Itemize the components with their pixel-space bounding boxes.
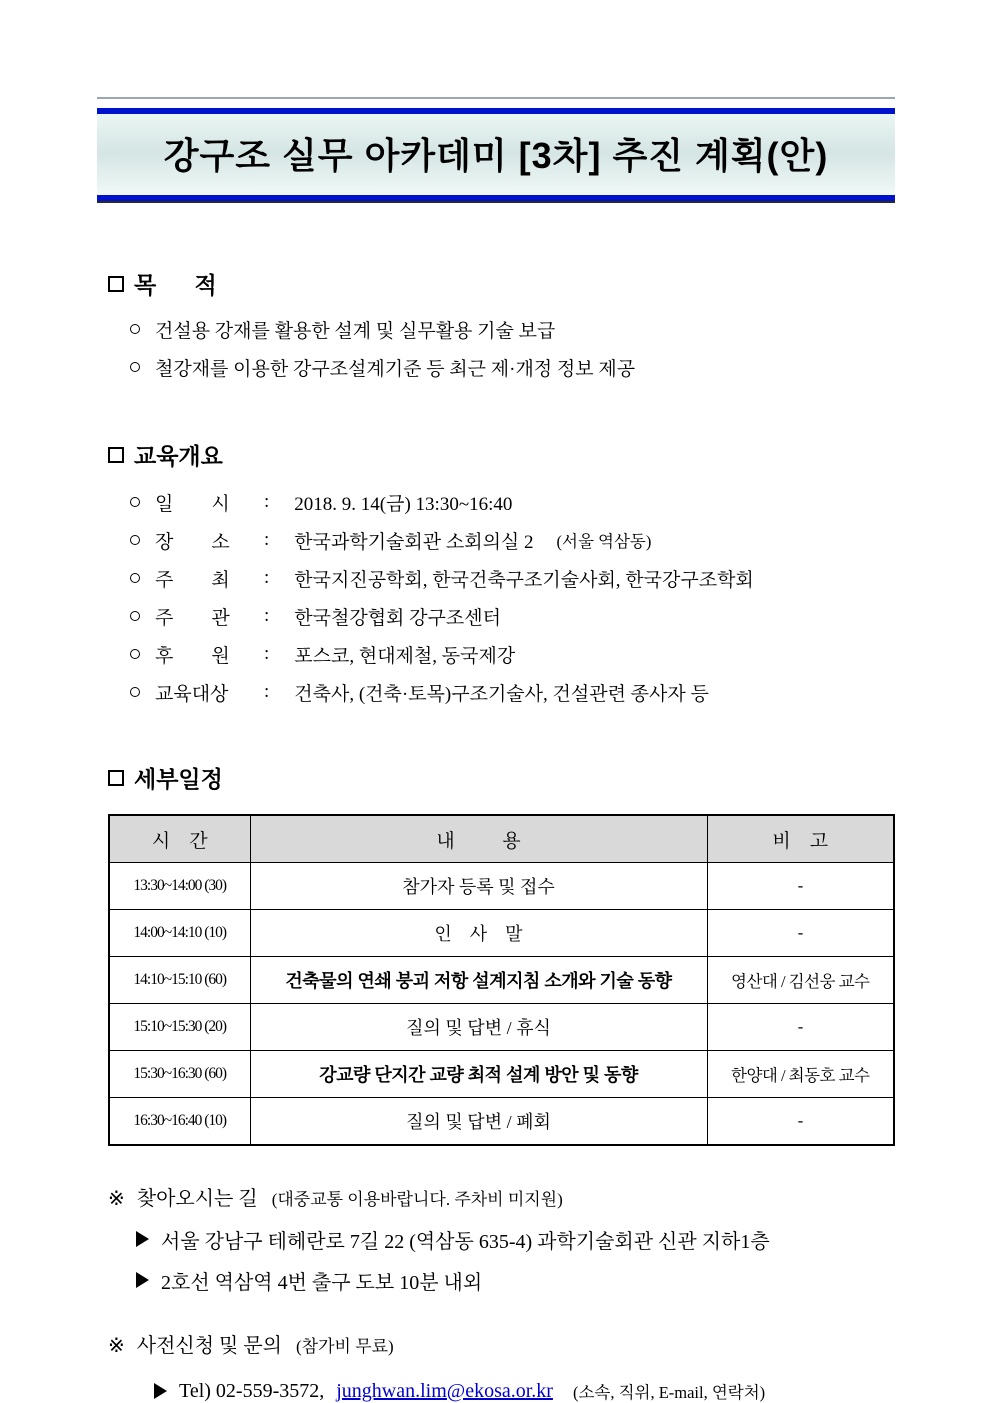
purpose-bullets — [108, 310, 897, 386]
overview-value-note: (서울 역삼동) — [556, 532, 652, 551]
square-bullet-icon — [108, 276, 124, 292]
time-cell: 14:00~14:10 (10) — [109, 910, 250, 957]
circle-bullet-icon — [130, 362, 140, 372]
title-banner — [97, 97, 895, 203]
contact-info-note: (소속, 직위, E-mail, 연락처) — [572, 1383, 766, 1402]
registration-contact-line — [154, 1378, 897, 1403]
overview-label: 주 관 — [155, 607, 230, 629]
note-cell: - — [707, 1098, 894, 1146]
schedule-heading-row — [108, 761, 897, 794]
circle-bullet-icon — [130, 649, 140, 659]
directions-heading-row — [108, 1182, 897, 1211]
overview-item-venue — [130, 521, 897, 559]
schedule-header-row — [109, 815, 894, 863]
purpose-bullet-2-text: 철강재를 이용한 강구조설계기준 등 최근 제·개정 정보 제공 — [155, 358, 636, 380]
note-cell: - — [707, 1004, 894, 1051]
time-cell: 16:30~16:40 (10) — [109, 1098, 250, 1146]
overview-label: 교육대상 — [155, 683, 229, 705]
schedule-row — [109, 1051, 894, 1098]
registration-heading: 사전신청 및 문의 — [136, 1335, 283, 1357]
square-bullet-icon — [108, 447, 124, 463]
reference-mark-icon: ※ — [108, 1188, 125, 1210]
circle-bullet-icon — [130, 573, 140, 583]
overview-value: 한국지진공학회, 한국건축구조기술사회, 한국강구조학회 — [294, 569, 754, 591]
section-registration — [108, 1329, 897, 1403]
label-colon: : — [264, 681, 270, 702]
note-cell: 한양대 / 최동호 교수 — [707, 1051, 894, 1098]
circle-bullet-icon — [130, 687, 140, 697]
circle-bullet-icon — [130, 497, 140, 507]
content-cell: 질의 및 답변 / 폐회 — [250, 1098, 707, 1146]
time-cell: 13:30~14:00 (30) — [109, 863, 250, 910]
banner-bottom-rule — [97, 201, 895, 203]
circle-bullet-icon — [130, 324, 140, 334]
purpose-bullet-2 — [130, 348, 897, 386]
overview-item-hosts — [130, 559, 897, 597]
section-overview — [108, 438, 897, 711]
schedule-table — [108, 814, 895, 1146]
content-cell: 질의 및 답변 / 휴식 — [250, 1004, 707, 1051]
banner-gradient-box — [97, 108, 895, 201]
overview-heading-row — [108, 438, 897, 471]
purpose-heading-row — [108, 267, 897, 300]
label-colon: : — [264, 529, 270, 550]
arrow-right-icon — [136, 1272, 149, 1288]
time-cell: 15:10~15:30 (20) — [109, 1004, 250, 1051]
schedule-heading: 세부일정 — [134, 766, 223, 792]
overview-label: 주 최 — [155, 569, 230, 591]
schedule-row — [109, 863, 894, 910]
purpose-bullet-1-text: 건설용 강재를 활용한 설계 및 실무활용 기술 보급 — [155, 320, 556, 342]
overview-heading: 교육개요 — [134, 443, 223, 469]
overview-items — [108, 483, 897, 711]
document-content — [0, 267, 992, 1403]
overview-value: 한국과학기술회관 소회의실 2 — [294, 531, 534, 553]
square-bullet-icon — [108, 770, 124, 786]
label-colon: : — [264, 567, 270, 588]
label-colon: : — [264, 605, 270, 626]
overview-value: 포스코, 현대제철, 동국제강 — [294, 645, 516, 667]
overview-label: 장 소 — [155, 531, 230, 553]
purpose-bullet-1 — [130, 310, 897, 348]
directions-heading: 찾아오시는 길 — [136, 1188, 258, 1210]
purpose-heading: 목 적 — [134, 272, 217, 298]
content-cell: 건축물의 연쇄 붕괴 저항 설계지침 소개와 기술 동향 — [250, 957, 707, 1004]
content-cell: 참가자 등록 및 접수 — [250, 863, 707, 910]
note-cell: - — [707, 910, 894, 957]
content-cell: 강교량 단지간 교량 최적 설계 방안 및 동향 — [250, 1051, 707, 1098]
label-colon: : — [264, 643, 270, 664]
schedule-row — [109, 1004, 894, 1051]
telephone-text: Tel) 02-559-3572, — [179, 1379, 325, 1402]
schedule-row — [109, 1098, 894, 1146]
reference-mark-icon: ※ — [108, 1335, 125, 1357]
arrow-right-icon — [154, 1383, 167, 1399]
banner-top-rule — [97, 97, 895, 99]
overview-item-audience — [130, 673, 897, 711]
arrow-right-icon — [136, 1231, 149, 1247]
schedule-row — [109, 910, 894, 957]
page-title: 강구조 실무 아카데미 [3차] 추진 계획(안) — [163, 135, 829, 176]
time-cell: 14:10~15:10 (60) — [109, 957, 250, 1004]
section-schedule — [108, 761, 897, 1146]
content-cell: 인 사 말 — [250, 910, 707, 957]
email-link[interactable]: junghwan.lim@ekosa.or.kr — [336, 1379, 553, 1402]
overview-item-organizer — [130, 597, 897, 635]
circle-bullet-icon — [130, 535, 140, 545]
column-header-note: 비 고 — [707, 815, 894, 863]
section-purpose — [108, 267, 897, 386]
label-colon: : — [264, 491, 270, 512]
overview-label: 일 시 — [155, 493, 230, 515]
directions-heading-note: (대중교통 이용바랍니다. 주차비 미지원) — [271, 1190, 563, 1209]
overview-item-sponsors — [130, 635, 897, 673]
directions-line-address — [136, 1226, 897, 1252]
column-header-time: 시 간 — [109, 815, 250, 863]
registration-heading-note: (참가비 무료) — [296, 1337, 394, 1356]
overview-value: 2018. 9. 14(금) 13:30~16:40 — [294, 493, 513, 515]
circle-bullet-icon — [130, 611, 140, 621]
schedule-row — [109, 957, 894, 1004]
directions-line-subway — [136, 1267, 897, 1293]
registration-heading-row — [108, 1329, 897, 1358]
note-cell: 영산대 / 김선웅 교수 — [707, 957, 894, 1004]
column-header-content: 내 용 — [250, 815, 707, 863]
directions-address-text: 서울 강남구 테헤란로 7길 22 (역삼동 635-4) 과학기술회관 신관 지하1층 — [161, 1230, 770, 1253]
note-cell: - — [707, 863, 894, 910]
overview-value: 건축사, (건축·토목)구조기술사, 건설관련 종사자 등 — [294, 683, 709, 705]
overview-item-datetime — [130, 483, 897, 521]
time-cell: 15:30~16:30 (60) — [109, 1051, 250, 1098]
directions-subway-text: 2호선 역삼역 4번 출구 도보 10분 내외 — [161, 1271, 483, 1294]
section-directions — [108, 1182, 897, 1293]
overview-value: 한국철강협회 강구조센터 — [294, 607, 501, 629]
overview-label: 후 원 — [155, 645, 230, 667]
